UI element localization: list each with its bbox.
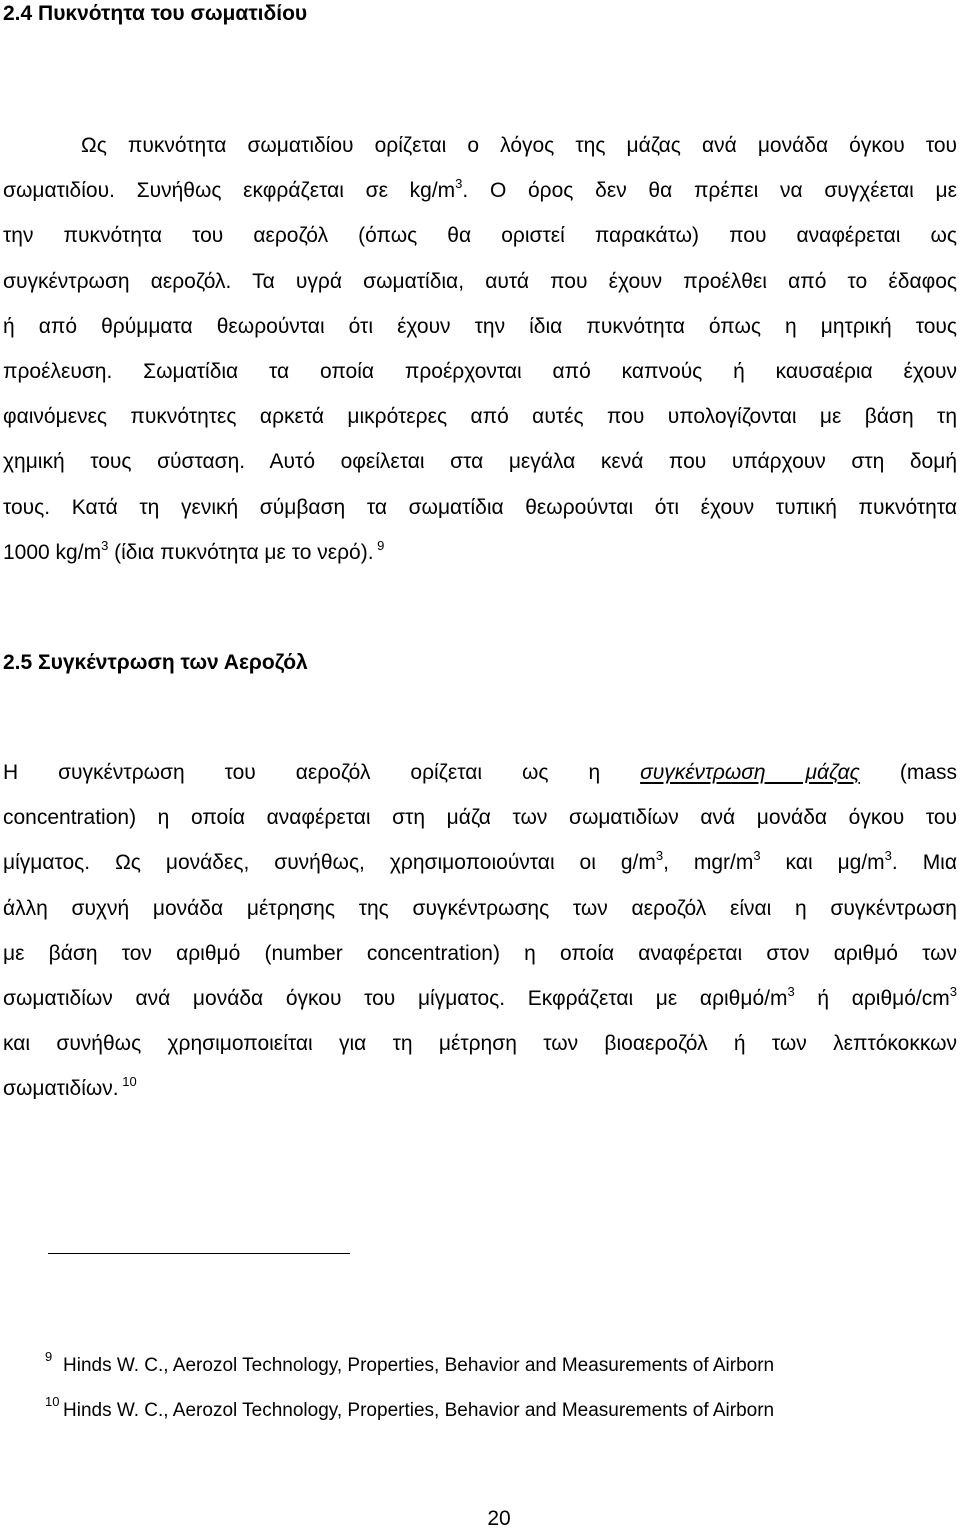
section-heading-2-5: 2.5 Συγκέντρωση των Αεροζόλ xyxy=(3,651,308,674)
text-line: άλλη συχνή μονάδα μέτρησης της συγκέντρωσης των αεροζόλ είναι η συγκέντρωση xyxy=(3,896,957,920)
text-line: Η συγκέντρωση του αεροζόλ ορίζεται ως η συγκέντρωση μάζας (mass xyxy=(3,761,957,784)
text-line: συγκέντρωση αεροζόλ. Τα υγρά σωματίδια, αυτά που έχουν προέλθει από το έδαφος xyxy=(3,269,957,293)
footnote-9: $^9$ Hinds W. C., Aerozol Technology, Properties, Behavior and Measurements of Airborn xyxy=(45,1349,775,1376)
text-line: μίγματος. Ως μονάδες, συνήθως, χρησιμοποιούνται οι $g/m^3$, mgr/$m^3$ και $\mu g/m^3$. Μια xyxy=(3,848,957,875)
text-line: 1000 $kg/m^3$ (ίδια πυκνότητα με το νερό). $^9$ xyxy=(3,537,385,564)
text-line: σωματιδίων ανά μονάδα όγκου του μίγματος. Εκφράζεται με αριθμό/$m^3$ ή αριθμό/$cm^3$ xyxy=(3,984,957,1011)
paragraph-particle-density xyxy=(3,123,957,575)
footnote-ref-9: 9 xyxy=(373,537,385,553)
footnote-ref-10: 10 xyxy=(118,1074,137,1090)
footnote-text: Hinds W. C., Aerozol Technology, Properties, Behavior and Measurements of Airborn xyxy=(63,1355,775,1376)
text-line: φαινόμενες πυκνότητες αρκετά μικρότερες από αυτές που υπολογίζονται με βάση τη xyxy=(3,405,957,429)
text-line: την πυκνότητα του αεροζόλ (όπως θα οριστεί παρακάτω) που αναφέρεται ως xyxy=(3,224,957,248)
text-line: με βάση τον αριθμό (number concentration) η οποία αναφέρεται στον αριθμό των xyxy=(3,941,957,965)
text-line: σωματιδίων. $^{10}$ xyxy=(3,1074,137,1101)
text-line: Ως πυκνότητα σωματιδίου ορίζεται ο λόγος της μάζας ανά μονάδα όγκου του xyxy=(81,134,957,157)
page-number: 20 xyxy=(487,1507,511,1530)
text-line: concentration) η οποία αναφέρεται στη μάζα των σωματιδίων ανά μονάδα όγκου του xyxy=(3,806,957,830)
text-line: σωματιδίου. Συνήθως εκφράζεται σε $kg/m^3$. Ο όρος δεν θα πρέπει να συγχέεται με xyxy=(3,176,957,203)
footnote-separator xyxy=(48,1253,350,1254)
text-line: ή από θρύμματα θεωρούνται ότι έχουν την ίδια πυκνότητα όπως η μητρική τους xyxy=(3,314,957,338)
text-line: προέλευση. Σωματίδια τα οποία προέρχονται από καπνούς ή καυσαέρια έχουν xyxy=(3,360,957,384)
footnote-text: Hinds W. C., Aerozol Technology, Properties, Behavior and Measurements of Airborn xyxy=(63,1400,775,1421)
paragraph-aerosol-concentration xyxy=(3,750,957,1112)
emphasis-mass-concentration: συγκέντρωση μάζας xyxy=(640,761,860,784)
text-line: χημική τους σύσταση. Αυτό οφείλεται στα μεγάλα κενά που υπάρχουν στη δομή xyxy=(3,450,957,474)
section-heading-2-4: 2.4 Πυκνότητα του σωματιδίου xyxy=(3,2,308,25)
text-line: και συνήθως χρησιμοποιείται για τη μέτρηση των βιοαεροζόλ ή των λεπτόκοκκων xyxy=(3,1032,957,1056)
footnote-10: $^{10}$ Hinds W. C., Aerozol Technology, Properties, Behavior and Measurements of Airborn xyxy=(45,1394,775,1421)
text-line: τους. Κατά τη γενική σύμβαση τα σωματίδια θεωρούνται ότι έχουν τυπική πυκνότητα xyxy=(3,495,957,519)
